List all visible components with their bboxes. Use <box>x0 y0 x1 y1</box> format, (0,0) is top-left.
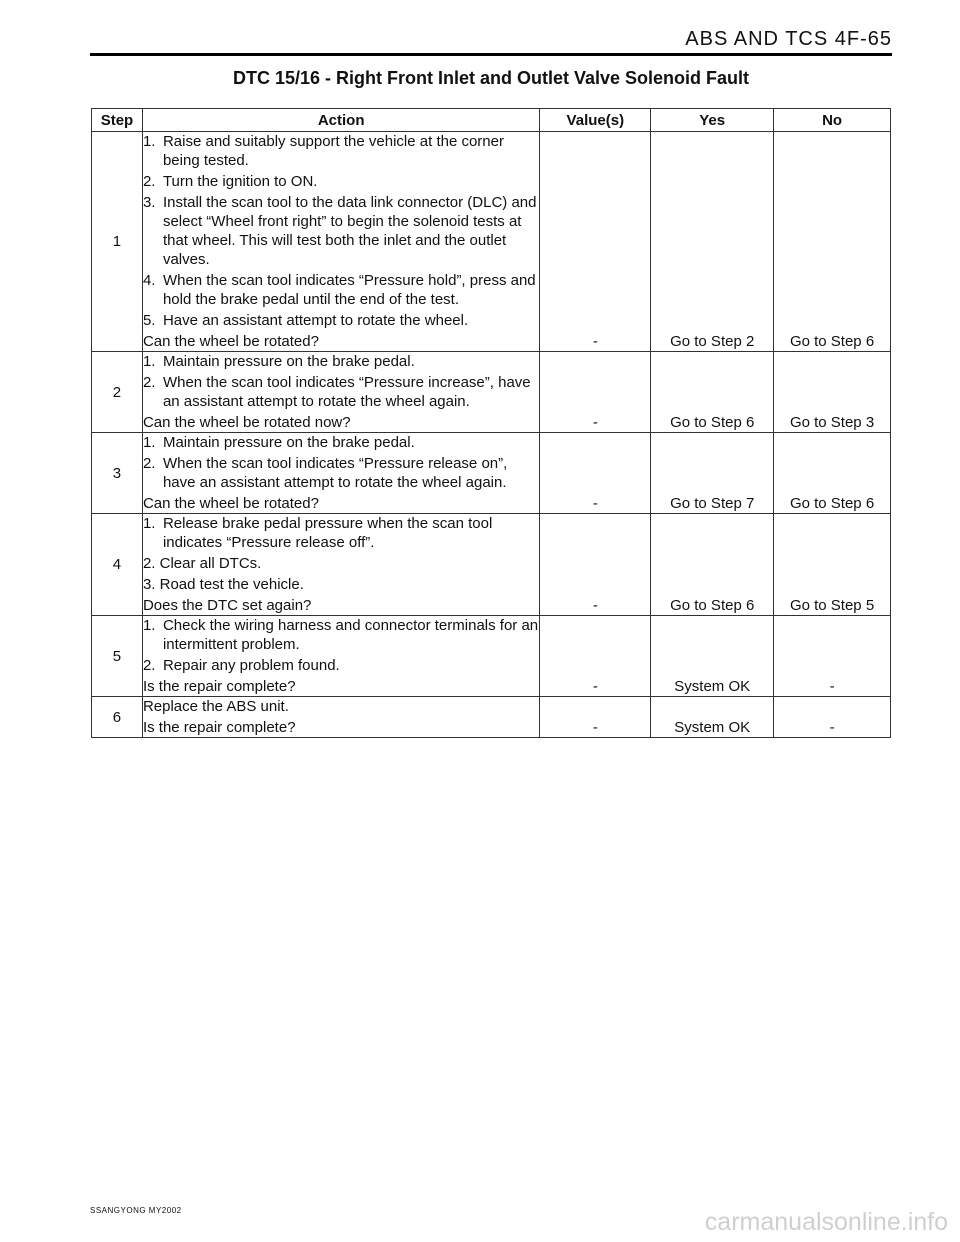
table-row <box>92 433 891 514</box>
no-cell: Go to Step 3 <box>774 352 891 433</box>
action-item <box>143 656 539 675</box>
value-cell: - <box>540 433 651 514</box>
action-item <box>143 132 539 170</box>
action-item-text: Install the scan tool to the data link connector (DLC) and select “Wheel front right” to begin the solenoid tests at that wheel. This will test both the inlet and the outlet valves. <box>162 194 537 268</box>
action-item-text: When the scan tool indicates “Pressure hold”, press and hold the brake pedal until the end of the test. <box>162 272 536 308</box>
step-number: 3 <box>92 433 143 514</box>
action-item-number: 2. <box>142 455 156 472</box>
action-item-text: Replace the ABS unit. <box>142 698 289 715</box>
yes-cell: System OK <box>651 697 774 738</box>
no-cell: Go to Step 5 <box>774 514 891 616</box>
action-item-number: 2. <box>142 173 156 190</box>
action-item <box>143 193 539 269</box>
action-item <box>143 172 539 191</box>
action-item <box>143 433 539 452</box>
no-cell: Go to Step 6 <box>774 132 891 352</box>
action-item-number: 4. <box>142 272 156 289</box>
action-item-text: Maintain pressure on the brake pedal. <box>162 434 415 451</box>
step-number: 2 <box>92 352 143 433</box>
action-cell <box>142 697 539 738</box>
action-item-number: 1. <box>142 353 156 370</box>
action-cell <box>142 514 539 616</box>
action-question: Is the repair complete? <box>142 719 296 736</box>
table-row <box>92 132 891 352</box>
value-cell: - <box>540 697 651 738</box>
step-number: 4 <box>92 514 143 616</box>
action-item-text: Maintain pressure on the brake pedal. <box>162 353 415 370</box>
action-item-text: Raise and suitably support the vehicle at the corner being tested. <box>162 133 504 169</box>
yes-cell: Go to Step 6 <box>651 514 774 616</box>
step-number: 5 <box>92 616 143 697</box>
yes-cell: Go to Step 6 <box>651 352 774 433</box>
action-item-number: 1. <box>142 617 156 634</box>
footer-label: SSANGYONG MY2002 <box>90 1206 182 1215</box>
action-item-number: 1. <box>142 434 156 451</box>
table-row <box>92 697 891 738</box>
action-item-number: 1. <box>142 133 156 150</box>
action-item-number: 3. <box>142 194 156 211</box>
action-item <box>143 373 539 411</box>
value-cell: - <box>540 514 651 616</box>
no-cell: Go to Step 6 <box>774 433 891 514</box>
action-item <box>143 271 539 309</box>
action-item-text: When the scan tool indicates “Pressure increase”, have an assistant attempt to rotate the wheel again. <box>162 374 531 410</box>
column-header-step: Step <box>92 109 143 132</box>
table-row <box>92 616 891 697</box>
value-cell: - <box>540 352 651 433</box>
action-item-text: When the scan tool indicates “Pressure release on”, have an assistant attempt to rotate the wheel again. <box>162 455 508 491</box>
action-item-text: Check the wiring harness and connector terminals for an intermittent problem. <box>162 617 539 653</box>
action-question: Is the repair complete? <box>142 678 296 695</box>
table-body <box>92 132 891 738</box>
action-item <box>143 616 539 654</box>
action-item-text: 3. Road test the vehicle. <box>142 576 304 593</box>
action-item-text: Repair any problem found. <box>162 657 340 674</box>
column-header-yes: Yes <box>651 109 774 132</box>
watermark: carmanualsonline.info <box>704 1208 948 1236</box>
table-row <box>92 352 891 433</box>
table-row <box>92 514 891 616</box>
action-question: Can the wheel be rotated? <box>142 333 319 350</box>
action-cell <box>142 433 539 514</box>
action-item-text: Release brake pedal pressure when the scan tool indicates “Pressure release off”. <box>162 515 493 551</box>
action-item-number: 1. <box>142 515 156 532</box>
no-cell: - <box>774 697 891 738</box>
action-item-text: 2. Clear all DTCs. <box>142 555 262 572</box>
yes-cell: System OK <box>651 616 774 697</box>
column-header-values: Value(s) <box>540 109 651 132</box>
action-item-text: Have an assistant attempt to rotate the wheel. <box>162 312 469 329</box>
page-header: ABS AND TCS 4F-65 <box>685 28 892 50</box>
column-header-action: Action <box>142 109 539 132</box>
column-header-no: No <box>774 109 891 132</box>
yes-cell: Go to Step 2 <box>651 132 774 352</box>
action-question: Can the wheel be rotated? <box>142 495 319 512</box>
table-header-row <box>92 109 891 132</box>
action-item-text: Turn the ignition to ON. <box>162 173 318 190</box>
step-number: 6 <box>92 697 143 738</box>
action-item-number: 2. <box>142 374 156 391</box>
step-number: 1 <box>92 132 143 352</box>
action-question: Does the DTC set again? <box>142 597 312 614</box>
action-item <box>143 514 539 552</box>
action-item-number: 2. <box>142 657 156 674</box>
value-cell: - <box>540 132 651 352</box>
page-title: DTC 15/16 - Right Front Inlet and Outlet Valve Solenoid Fault <box>232 68 750 88</box>
diagnostic-table <box>91 108 891 738</box>
no-cell: - <box>774 616 891 697</box>
action-item <box>143 352 539 371</box>
action-question: Can the wheel be rotated now? <box>142 414 351 431</box>
action-cell <box>142 352 539 433</box>
action-cell <box>142 616 539 697</box>
action-item-number: 5. <box>142 312 156 329</box>
action-cell <box>142 132 539 352</box>
header-rule <box>90 53 892 56</box>
value-cell: - <box>540 616 651 697</box>
action-item <box>143 311 539 330</box>
action-item <box>143 454 539 492</box>
yes-cell: Go to Step 7 <box>651 433 774 514</box>
